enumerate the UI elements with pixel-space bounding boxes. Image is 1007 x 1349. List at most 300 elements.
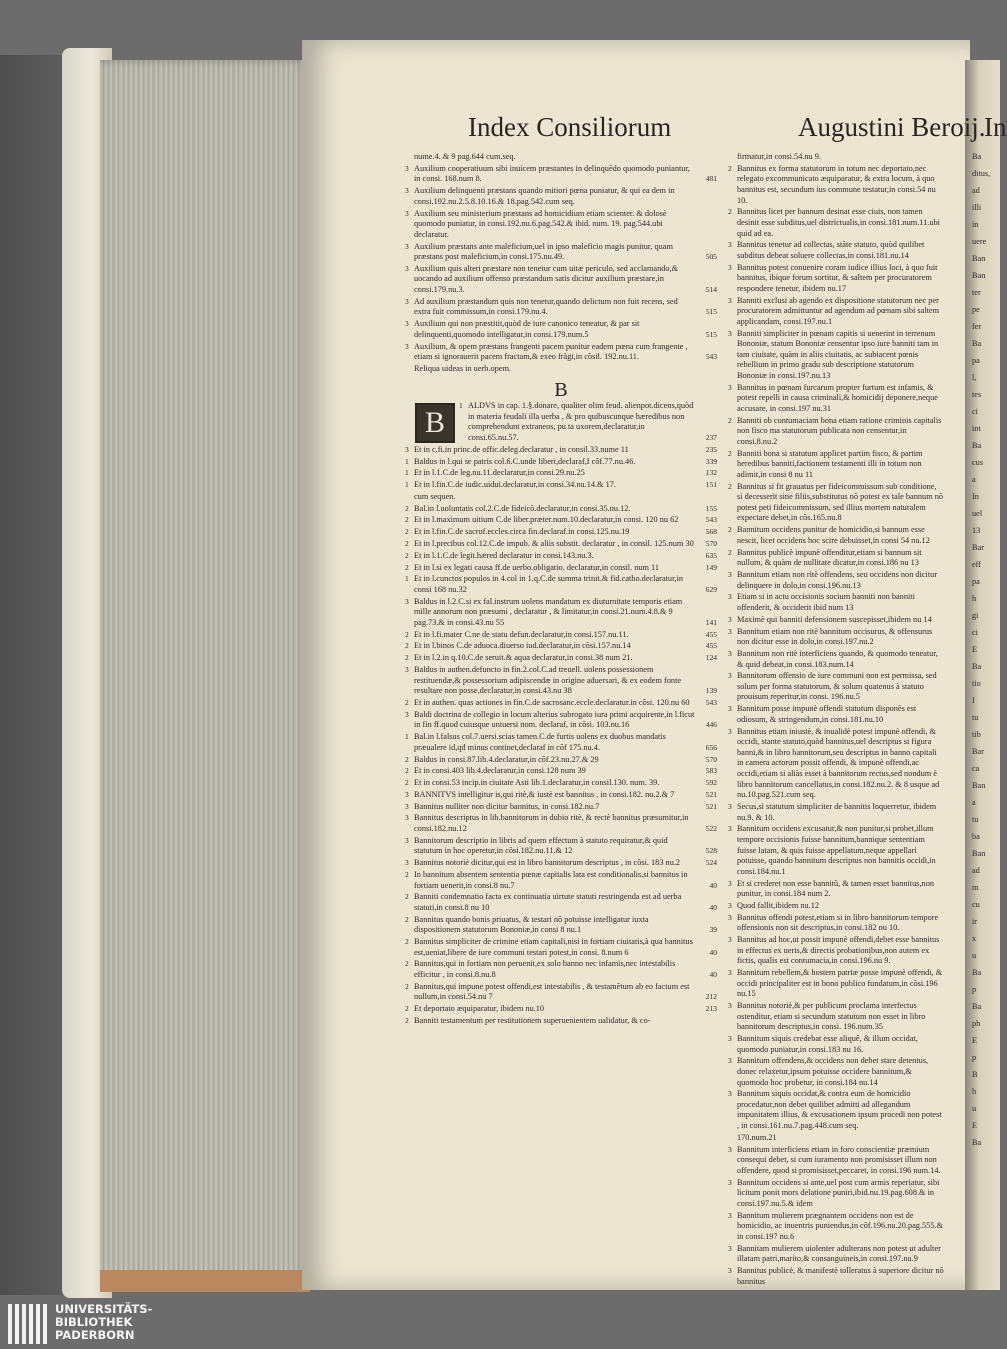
margin-fragment: a (972, 798, 976, 807)
entry-marker: 3 (405, 709, 409, 719)
entry-marker: 2 (405, 937, 409, 947)
entry-text: Bannitum mulierem prægnantem occidens non est de homicidio, ac inuentris puniendus,in cõf.196.nu.20.pag.555.& in consi.197 nu.6 (737, 1210, 944, 1241)
entry-marker: 3 (728, 262, 732, 272)
entry-text: Bannitus offendi potest,etiam si in libro bannitorum tempore offensionis non sit descriptus,in consi.182 nu 10. (737, 912, 939, 933)
margin-fragment: h (972, 1087, 977, 1096)
entry-marker: 3 (405, 163, 409, 173)
margin-fragment: illi (972, 203, 982, 212)
index-entry (405, 778, 717, 789)
entry-text: Banniti exclusi ab agendo ex dispositione statutorum nec per procuratorem admittuntur ad agendum ad pœnam sibi saltem applicandam, consi.197.nu.1 (737, 295, 940, 326)
margin-fragment: gi (972, 611, 979, 620)
margin-fragment: ci (972, 407, 978, 416)
margin-fragment: uel (972, 509, 983, 518)
index-entry (405, 653, 717, 664)
entry-marker: 3 (405, 444, 409, 454)
index-entry (728, 1089, 966, 1131)
index-entry (728, 1244, 966, 1265)
entry-marker: 3 (405, 858, 409, 868)
index-entry (405, 342, 717, 363)
entry-text: Bannitum interficiens etiam in foro conscientiæ præmium consequi debet, si cum iuramento non promisisset illum non offendere, quod si promisisset,peccaret, in consi.196 num.14. (737, 1144, 941, 1175)
index-entry (405, 504, 717, 515)
entry-text: Bannitus si fit grauatus per fideicommissum sub conditione, si decesserit sine filiis,substitutus nõ potest ex tale bannum nõ potest peti fideicommissum, sed illius mortem naturalem expectare debet,in cõs.165.nu.8 (737, 481, 944, 523)
entry-marker: 3 (405, 341, 409, 351)
entry-marker: 1 (405, 456, 409, 466)
book-binding-edge (0, 55, 70, 1295)
entry-text: Baldus in authen.defuncto in fin.2.col.C.ad treuell. uolens possessionem restituendæ,& possessorium adipiscendæ in origine aduersari, & ex eodem fonte resultare non posse,declaratur,in consi.43.nu 38 (414, 665, 682, 696)
entry-page-number: 139 (705, 686, 717, 696)
entry-page-number: 339 (705, 456, 717, 466)
margin-fragment: Ba (972, 152, 982, 161)
page-stack-edge (100, 60, 310, 1290)
entry-page-number: 235 (705, 444, 717, 454)
margin-fragment: Ba (972, 662, 982, 671)
entry-marker: 3 (728, 671, 732, 681)
margin-fragment: h (972, 594, 977, 603)
entry-text: Baldus in l.2.C.si ex fal.instrum uolens mandatum ex diuturnitate temporis etiam mille annorum non præsumi , declaratur , & limitatur,in consi.21.num.4.8.& 9 pag.73.& in consi.43.nu 55 (414, 596, 683, 627)
margin-fragment: Ba (972, 968, 982, 977)
entry-text: Et in l.fi.mater C.ne de statu defun.declaratur,in consi.157.nu.11. (414, 629, 629, 639)
margin-fragment: ad (972, 186, 980, 195)
entry-marker: 3 (728, 1033, 732, 1043)
margin-fragment: Ban (972, 849, 986, 858)
entry-text: Bannitum occidens punitur de homicidio,si bannum esse nescit, licet occidens hoc scire debuisset,in consi 54 nu.12 (737, 525, 930, 545)
entry-marker: 3 (728, 328, 732, 338)
index-entry (405, 959, 717, 980)
index-entry (405, 710, 717, 731)
index-entry (728, 416, 966, 448)
entry-page-number: 521 (705, 801, 717, 811)
index-entry (728, 615, 966, 626)
margin-fragment: E (972, 1036, 978, 1045)
entry-text: Bannitus potest conuenire coram iudice illius loci, à quo fuit bannitus, ibique forum sortitur, & saltem per procuratorem respondere tenetur, ibidem nu.17 (737, 262, 938, 293)
entry-text: Bannitum non ritè interficiens quando, & quomodo teneatur, & quid debeat,in consi.183.num.14 (737, 648, 938, 669)
entry-marker: 3 (728, 1243, 732, 1253)
margin-fragment: a (972, 475, 976, 484)
entry-text: firmatur,in consi.54.nu 9. (737, 152, 822, 161)
index-entry (728, 548, 966, 569)
entry-marker: 3 (728, 1000, 732, 1010)
entry-text: Bannitus licet per bannum desinat esse ciuis, non tamen desinit esse subditus,uel districtualis,in consi.181.num.11.ubi quid ad ea. (737, 207, 940, 238)
entry-marker: 2 (405, 641, 409, 651)
entry-text: Et in l.precibus col.12.C.de impub. & aliis substit. declaratur , in consil. 125.num 30 (414, 538, 694, 548)
entry-text: Auxilium cooperatiuum sibi inuicem præstantes in delinquẽdo quomodo puniantur, in consi. 168.num 8. (414, 163, 690, 184)
index-entry (728, 383, 966, 415)
entry-text: Et si crederet non esse bannitũ, & tamen esset bannitus,non punitur, in consi.184 num 2. (737, 878, 935, 899)
entry-marker: 3 (728, 614, 732, 624)
entry-page-number: 543 (705, 352, 717, 362)
page-header-title-left: Index Consiliorum (468, 112, 672, 142)
entry-text: Et in l.1.C.de leg.nu.11.declaratur,in consi.29.nu.25 (414, 468, 585, 478)
margin-fragment: pe (972, 305, 980, 314)
index-entry (728, 802, 966, 823)
entry-marker: 3 (728, 382, 732, 392)
entry-page-number: 40 (709, 947, 717, 957)
entry-marker: 2 (405, 778, 409, 788)
library-logo-icon (8, 1304, 48, 1344)
entry-marker: 3 (405, 319, 409, 329)
entry-marker: 2 (405, 653, 409, 663)
margin-fragment: l, (972, 373, 977, 382)
entry-marker: 2 (405, 981, 409, 991)
entry-text: Ad auxilium præstandum quis non tenetur,quando delictum non fuit recens, sed extra fuit commissum,in consi.179.nu.4. (414, 296, 678, 317)
entry-text: Bal.in l.falsus col.7.uersi.scias tamen.C.de furtis uolens ex duobus mandatis præualere id,qđ minus continet,declaraf in cõf 175.nu.4. (414, 732, 666, 752)
entry-page-number: 237 (705, 432, 717, 442)
entry-marker: 3 (728, 968, 732, 977)
entry-page-number: 505 (705, 252, 717, 262)
entry-page-number: 132 (705, 468, 717, 478)
entry-marker: 2 (728, 525, 732, 535)
entry-text: Et in l.binos C.de aduoca.diuerso iud.declaratur,in cõsi.157.nu.14 (414, 641, 631, 651)
entry-text: Et in l.2.in q.10.C.de seruit.& aqua declaratur,in consi.38 num 21. (414, 653, 633, 663)
entry-text: Bannitum siquis occidat,& contra eum de homicidio procedatur,non debet quilibet admitti ad allegandum impunitatem illius, & excusationem ipsum procedi non potest , in consi.161.nu.7.pag.448.cum seq. (737, 1089, 942, 1131)
entry-text: Auxilium qui non præstitit,quòd de iure canonico teneatur, & par sit delinquenti,quomodo intelligatur,in consi.179.num.5 (414, 319, 640, 339)
margin-fragment: ph (972, 1019, 981, 1028)
index-entry (405, 870, 717, 891)
entry-text: BANNITVS intelligitur is,qui ritè,& iustè est bannitus , in consi.182. nu.2.& 7 (414, 789, 675, 799)
index-entry (728, 449, 966, 481)
entry-text: Banniti ob contumaciam bona etiam ratione criminis capitalis non fisco ma statutorum publicata non censentur,in consi.8.nu.2 (737, 415, 942, 446)
entry-text: Banniti simpliciter in pœnam capitis si uenerint in terrenum Bononiæ, statum Bononiæ censentur ipso iure banniti tam in tam ciuitate, quàm in aliis ciuitatis, ac subiacent pœnis rebellium in primo gradu sub descriptione statutorum Bononiæ in consi.197.nu.13 (737, 328, 939, 380)
index-entry (728, 152, 966, 163)
entry-marker: 3 (728, 726, 732, 736)
page-header-title-right: Augustini Beroij. (798, 112, 986, 142)
margin-fragment: tib (972, 730, 981, 739)
entry-marker: 3 (405, 789, 409, 799)
margin-fragment: Bar (972, 747, 984, 756)
entry-marker: 3 (728, 626, 732, 636)
entry-text: Bannitus descriptus in lib.bannitorum in dubio ritè, & rectè bannitus præsumitur,in consi.182.nu.12 (414, 813, 689, 833)
margin-fragment: int (972, 424, 981, 433)
entry-text: Bannitum posse impunè offendi statutum disponẽs est odiosum, & stringendum,in consi.181.nu.10 (737, 704, 917, 724)
entry-text: Bal.in l.uoluntatis col.2.C.de fideicõ.declaratur,in consi.35.nu.12. (414, 503, 631, 513)
entry-text: Et in c.fi.in princ.de offic.deleg.declaratur , in consil.33.nume 11 (414, 444, 629, 454)
index-entry (405, 264, 717, 296)
entry-marker: 3 (405, 296, 409, 306)
entry-text: Banniti testamentum per restitutionem superuenientem ualidatur, & co- (414, 1015, 651, 1025)
margin-fragment: B (972, 1070, 978, 1079)
entry-page-number: 570 (705, 754, 717, 764)
index-entry (405, 858, 717, 869)
margin-fragment: I (972, 696, 975, 705)
entry-text: Bannitus,qui impune potest offendi,est intestabilis , & testamẽtum ab eo factum est nullum,in consi.54.nu 7 (414, 981, 690, 1002)
margin-fragment: tes (972, 390, 982, 399)
index-entry (405, 539, 717, 550)
drop-cap-block (405, 401, 717, 1026)
margin-fragment: E (972, 1121, 978, 1130)
entry-marker: 3 (728, 704, 732, 714)
index-entry (405, 665, 717, 697)
entry-text: Bannitorum offensio de iure communi non est permissa, sed solum per forma statutorum, & solum quatenus à statuto prouisum reperitur,in consi. 196.nu.5 (737, 671, 937, 702)
entry-page-number: 528 (705, 846, 717, 856)
margin-fragment: pa (972, 577, 980, 586)
entry-page-number: 524 (705, 858, 717, 868)
index-entry (405, 641, 717, 652)
index-entry (728, 727, 966, 801)
margin-fragment: fer (972, 322, 982, 331)
entry-text: 170.num.21 (737, 1132, 777, 1142)
entry-text: Bannitum etiam non ritè bannitum occisurus, & offensurus non dicitur esse in dolo,in consi.197.nu.2 (737, 626, 933, 647)
margin-fragment: cus (972, 458, 984, 467)
entry-page-number: 455 (705, 629, 717, 639)
index-entry (728, 1145, 966, 1177)
index-entry (728, 1034, 966, 1055)
margin-fragment: tu (972, 713, 979, 722)
entry-marker: 3 (405, 596, 409, 606)
entry-marker: 3 (728, 240, 732, 250)
entry-page-number: 481 (705, 174, 717, 184)
index-entry (728, 704, 966, 725)
entry-marker: 3 (728, 592, 732, 602)
index-entry (728, 935, 966, 967)
margin-fragment: m (972, 883, 979, 892)
index-entry (728, 671, 966, 703)
entry-marker: 3 (728, 935, 732, 945)
entry-page-number: 141 (705, 617, 717, 627)
entry-page-number: 124 (705, 653, 717, 663)
entry-text: Bannitus notoriè dicitur,qui est in libro bannitorum descriptus , in cõsi. 183 nu.2 (414, 858, 681, 868)
facing-page-margin-text (972, 152, 1000, 1155)
index-entry (728, 913, 966, 934)
entry-page-number: 213 (705, 1004, 717, 1014)
entry-page-number: 446 (705, 720, 717, 730)
entry-marker: 2 (405, 629, 409, 639)
margin-fragment: x (972, 934, 977, 943)
margin-fragment: E (972, 645, 978, 654)
index-entry (405, 445, 717, 456)
entry-page-number: 515 (705, 307, 717, 317)
entry-page-number: 40 (709, 970, 717, 980)
entry-text: Banniti condemnatio facta ex continuatia uirtute statuti restringenda est ad uerba statuti,in consi.8 nu 10 (414, 892, 682, 912)
index-entry (728, 1056, 966, 1088)
entry-marker: 2 (405, 515, 409, 525)
entry-text: Bannitum rebellem,& hostem patriæ posse impunè offendi, & occidi principaliter est in bono publico fundatum,in cõsi.196 nu.15 (737, 968, 943, 999)
entry-text: Bannitum offendens,& occidens non debet stare detentus, donec relaxetur,ipsum potuisse occidere bannitum,& quomodo hoc probetur, in consi.184 nu.14 (737, 1056, 929, 1087)
entry-text: Et in consi.403 lib.4.declaratur,in consi.128 num 39 (414, 766, 586, 776)
margin-fragment: ca (972, 764, 980, 773)
entry-text: Baldi doctrina de collegio in locum alterius subrogato iura primi acquirente,in l.ficut in fin ff.quod cuiusque uniuersi nom. declaraf, in cõsi. 103.nu.16 (414, 709, 695, 730)
entry-page-number: 522 (705, 824, 717, 833)
entry-marker: 3 (728, 824, 732, 834)
entry-page-number: 521 (705, 789, 717, 799)
index-entry (728, 1001, 966, 1033)
entry-marker: 3 (728, 1089, 732, 1099)
margin-fragment: Ban (972, 271, 986, 280)
index-entry (405, 698, 717, 709)
entry-marker: 2 (405, 754, 409, 764)
entry-marker: 2 (728, 415, 732, 425)
margin-fragment: In (972, 492, 979, 501)
index-entry (728, 824, 966, 877)
index-entry (405, 813, 717, 834)
entry-marker: 2 (405, 959, 409, 969)
library-name-line3: PADERBORN (55, 1328, 135, 1342)
entry-marker: 2 (728, 207, 732, 217)
margin-fragment: p (972, 1053, 977, 1062)
index-entry (405, 468, 717, 479)
entry-marker: 2 (405, 914, 409, 924)
entry-text: Bannitus in pœnam furcarum propter furtum est infamis, & potest repelli in causa criminali,& homicidij deponere,neque accusare, in consi.197 nu.31 (737, 382, 938, 413)
entry-text: Auxilium præstans ante maleficium,uel in ipso maleficio magis punitur, quam præstans post maleficium,in consi.175.nu.49. (414, 241, 673, 262)
index-entry (728, 329, 966, 382)
entry-text: Bannitam mulierem uiolenter adulterans non potest ut adulter illatam patri,marito,& consanguineis,in consi.197.nu.9 (737, 1243, 941, 1264)
index-entry (405, 551, 717, 562)
entry-text: Bannitus etiam iniustè, & inualidè potest impunè offendi, & occidi, stante statuto,quòd bannitus,uel descriptus si figura banni,& in libro bannitorum,seu descriptus in banno capitali in camera actorum possit offendi, & impunè offendi,ac occidi,etiam si aliàs esset à bannitorum rectus,sed nondum è libro bannitorum cancellatus,in consi.182.nu.2. & 8 usque ad nu.10.pag.521.cum seq. (737, 726, 940, 800)
margin-fragment: tu (972, 815, 979, 824)
index-column-right (728, 152, 966, 1288)
index-entry (728, 263, 966, 295)
entry-page-number: 570 (705, 538, 717, 548)
entry-text: Banniti bona si statutum applicet partim fisco, & partim heredibus banniti,factionem testamenti illi in totum non adimit,in consi 8 nu 11 (737, 448, 923, 479)
entry-text: Auxilium quis alteri præstare non tenetur cum uitæ periculo, sed acclamando,& uocando ad auxilium offenso præstandum satis dicitur auxilium præstare,in consi.179.nu.3. (414, 263, 679, 295)
margin-fragment: eff (972, 560, 982, 569)
margin-fragment: Ba (972, 1002, 982, 1011)
entry-page-number: 635 (705, 550, 717, 560)
entry-marker: 3 (728, 1144, 732, 1154)
index-entry (405, 574, 717, 595)
index-entry (405, 242, 717, 263)
entry-page-number: 568 (705, 527, 717, 537)
entry-page-number: 543 (705, 697, 717, 707)
margin-fragment: p (972, 985, 977, 994)
index-entry (728, 525, 966, 546)
entry-page-number: 151 (705, 480, 717, 490)
index-entry (405, 1004, 717, 1015)
entry-text: Auxilium delinquenti præstans quando mitiori pœna puniatur, & qui ea dem in consi.192.nu.2.5.8.10.16.& 18.pag.542.cum seq. (414, 186, 675, 206)
entry-text: Et in consi.53 incip.in ciuitate Asti lib.1.declaratur,in consil.130. num. 39. (414, 778, 660, 788)
margin-fragment: Ba (972, 1138, 982, 1147)
index-entry (728, 164, 966, 206)
entry-text: Bannitus tenetur ad collectas, stãte statuto, quòd quilibet subditus debeat soluere collectas,in consi.181.nu.14 (737, 240, 925, 260)
margin-fragment: Ban (972, 781, 986, 790)
index-entry (728, 296, 966, 328)
entry-page-number: 149 (705, 562, 717, 572)
entry-marker: 2 (405, 697, 409, 707)
page-stack-red-edge (100, 1270, 310, 1292)
margin-fragment: u (972, 1104, 977, 1113)
entry-text: Bannitus,qui in fortiam non peruenit,ex solo banno nec infamis,nec intestabilis efficitur , in consi.8.nu.8 (414, 959, 676, 980)
entry-marker: 3 (405, 263, 409, 273)
margin-fragment: 13 (972, 526, 981, 535)
entry-marker: 3 (405, 801, 409, 811)
entry-page-number: 514 (705, 285, 717, 295)
entry-text: Quod fallit,ibidem nu.12 (737, 900, 820, 910)
margin-fragment: ter (972, 288, 981, 297)
index-entry (405, 790, 717, 801)
entry-page-number: 656 (705, 742, 717, 752)
entry-text: Bannitus simpliciter de crimine etiam capitali,nisi in fortiam ciuitatis,à qua bannitus est,ueniat,libere de iure communi testari potest,in consi. 8.num 6 (414, 937, 693, 957)
entry-marker: 2 (405, 869, 409, 879)
entry-page-number: 155 (705, 503, 717, 513)
entry-text: Bannitus ex forma statutorum in totum nec deportato,nec relegato excommunicato æquiparatur, & extra locum, à quo bannitus est, secundum ius commune testatur,in consi.54 nu 10. (737, 163, 936, 205)
library-name-line2: BIBLIOTHEK (55, 1315, 133, 1329)
index-entry (728, 1133, 966, 1144)
entry-text: Et in l.cunctos populos in 4.col in 1.q.C.de summa trinit.& fid.catho.declaratur,in consi 168 nu.32 (414, 574, 684, 594)
index-entry (405, 563, 717, 574)
index-entry (728, 649, 966, 670)
entries-b (405, 401, 717, 1026)
index-entry (405, 457, 717, 468)
entry-marker: 3 (728, 1056, 732, 1066)
index-entry (405, 152, 717, 163)
margin-fragment: u (972, 951, 977, 960)
library-footer (0, 1298, 1000, 1349)
entry-text: Et in l.fin.C.de iudic.uidui.declaratur,in consi.34.nu.14.& 17. (414, 480, 616, 490)
entry-marker: 1 (405, 480, 409, 490)
margin-fragment: tio (972, 679, 981, 688)
index-entry (405, 597, 717, 629)
entry-marker: 2 (405, 766, 409, 776)
entry-text: Auxilium, & opem præstans frangenti pacem punitur eadem pœna cum frangente , etiam si ignorauerit pacem fractam,& exeo frãgi,in cõsil. 192.nu.11. (414, 341, 688, 362)
entry-marker: 3 (728, 878, 732, 888)
entries-bannitus (728, 152, 966, 1287)
index-entry (728, 207, 966, 239)
index-entry (728, 570, 966, 591)
entry-text: Baldus in consi.87.lib.4.declaratur,in cõf.23.nu.27.& 29 (414, 754, 599, 764)
index-entry (405, 297, 717, 318)
entry-page-number: 40 (709, 902, 717, 912)
entry-page-number: 40 (709, 880, 717, 890)
margin-fragment: ad (972, 866, 980, 875)
entry-text: Bannitum siquis credebat esse aliquẽ, & illum occidat, quomodo puniatur,in consi.183 nu 16. (737, 1033, 918, 1054)
index-entry (728, 968, 966, 1000)
entry-text: Reliqua uideas in uerb.opem. (414, 363, 512, 373)
index-entry (405, 915, 717, 936)
entry-marker: 3 (728, 1210, 732, 1220)
entry-text: Bannitus notoriè,& per publicum proclama interfectus ostenditur, etiam si secundum statutum non esset in libro bannitorum descriptus,in consi. 196.num.35 (737, 1000, 926, 1032)
index-entry (728, 901, 966, 912)
index-entry (728, 482, 966, 524)
entry-text: Bannitus ad hoc,ut possit impunè offendi,debet esse bannitus in effectus ex ueris,& directis probationibus,non autem ex fictis, qualis est contumacia,in consi.196.nu 9. (737, 935, 940, 966)
entry-text: Bannitum etiam non ritè offendens, seu occidens non dicitur delinquere in dolo,in consi.196.nu.13 (737, 570, 938, 590)
index-entry (405, 982, 717, 1003)
index-entry (405, 732, 717, 753)
entry-text: Secus,si statutum simpliciter de bannitis loquerretur, ibidem nu.9. & 10. (737, 801, 937, 822)
entry-text: Bannitus quando bonis priuatus, & testari nõ potuisse intelligatur iuxta dispositionem statutorum Bononiæ,in consi 8 nu.1 (414, 914, 649, 935)
index-entry (728, 1211, 966, 1243)
entry-text: Bannitus publicè, & manifestè tolleratus à superiore dicitur nõ bannitus (737, 1265, 944, 1286)
index-entry (405, 186, 717, 207)
index-entry (405, 209, 717, 241)
library-name-line1: UNIVERSITÄTS- (55, 1302, 153, 1316)
entry-text: Maximè qui banniti defensionem suscepisset,ibidem nu 14 (737, 614, 932, 624)
index-column-left (405, 152, 717, 1028)
margin-fragment: ci (972, 628, 978, 637)
entry-marker: 3 (728, 912, 732, 922)
index-entry (405, 1016, 717, 1027)
entry-text: Bannitum occidens excusatur,& non punitur,si probet,illum tempore occisionis fuisse bannitum,bannique sententiam fuisse latam, & quis fuisse appellatum,neque appellari potuisse, quando bannitum descriptus non bannitis occidi,in consi.184.nu.1 (737, 824, 936, 876)
index-entry (405, 802, 717, 813)
entry-marker: 3 (728, 900, 732, 910)
index-entry (728, 592, 966, 613)
entry-marker: 1 (405, 574, 409, 584)
index-entry (405, 892, 717, 913)
entry-marker: 1 (405, 732, 409, 742)
entry-marker: 3 (405, 241, 409, 251)
index-entry (459, 401, 717, 443)
entry-page-number: 583 (705, 766, 717, 776)
entry-text: Auxilium seu ministerium præstans ad homicidium etiam scienter. & dolosè quomodo puniatur, in consi.192.nu.6.pag.542.& ibid. num. 19. pag.544.ubi declaratur. (414, 208, 667, 239)
entry-marker: 2 (728, 547, 732, 557)
index-entry (405, 364, 717, 375)
margin-fragment: ir (972, 917, 978, 926)
index-entry (728, 627, 966, 648)
entry-text: Bannitorum descriptio in libris ad quem effectum à statuto requiratur,& quid statutum in hoc operetur,in cõsi.182.nu.11.& 12 (414, 835, 668, 856)
entry-text: Et in l.1.C.de legit.hæred declaratur in consi.143.nu.3. (414, 550, 594, 560)
margin-fragment: cu (972, 900, 980, 909)
section-letter: B (554, 378, 568, 401)
index-entry (405, 630, 717, 641)
index-entry (405, 492, 717, 503)
